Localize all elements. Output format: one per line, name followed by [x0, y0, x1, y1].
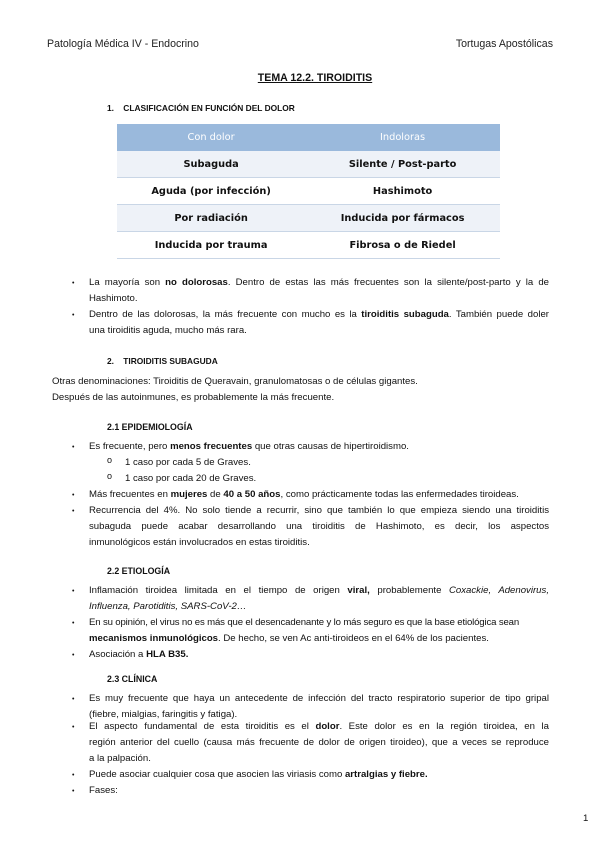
- section-heading-clasificacion: 1. CLASIFICACIÓN EN FUNCIÓN DEL DOLOR: [107, 103, 295, 113]
- paragraph-line: En su opinión, el virus no es más que el desencadenante y lo más seguro es que la base etiológica sean: [89, 617, 520, 628]
- paragraph-line: Es muy frecuente que haya un antecedente de infección del tracto respiratorio superior de tipo gripal: [89, 693, 549, 704]
- table-row: [117, 232, 500, 259]
- bullet-icon: •: [72, 724, 75, 731]
- sub-bullet-icon: o: [107, 471, 113, 481]
- subsection-heading-epidemiologia: 2.1 EPIDEMIOLOGÍA: [107, 422, 193, 432]
- table-cell: Aguda (por infección): [117, 178, 305, 205]
- paragraph-line: inmunológicos están involucrados en estas tiroiditis.: [89, 537, 310, 548]
- header-left: Patología Médica IV - Endocrino: [47, 38, 199, 50]
- paragraph-line: a la palpación.: [89, 753, 151, 764]
- table-cell: Inducida por trauma: [117, 232, 305, 259]
- bullet-icon: •: [72, 492, 75, 499]
- table-cell: Subaguda: [117, 151, 305, 178]
- table-row: [117, 205, 500, 232]
- paragraph-line: Otras denominaciones: Tiroiditis de Queravain, granulomatosas o de células gigantes.: [52, 376, 418, 387]
- classification-table: [117, 124, 500, 259]
- bullet-icon: •: [72, 652, 75, 659]
- bullet-icon: •: [72, 444, 75, 451]
- paragraph-line: Más frecuentes en mujeres de 40 a 50 años, como prácticamente todas las enfermedades tiroideas.: [89, 489, 519, 500]
- paragraph-line: Dentro de las dolorosas, la más frecuente con mucho es la tiroiditis subaguda. También puede doler: [89, 309, 549, 320]
- paragraph-line: La mayoría son no dolorosas. Dentro de estas las más frecuentes son la silente/post-parto y la de: [89, 277, 549, 288]
- table-cell: Silente / Post-parto: [305, 151, 500, 178]
- paragraph-line: Hashimoto.: [89, 293, 138, 304]
- paragraph-line: Asociación a HLA B35.: [89, 649, 189, 660]
- bullet-icon: •: [72, 772, 75, 779]
- bullet-icon: •: [72, 588, 75, 595]
- table-header-con-dolor: Con dolor: [117, 124, 305, 151]
- table-cell: Hashimoto: [305, 178, 500, 205]
- paragraph-line: mecanismos inmunológicos. De hecho, se ven Ac anti-tiroideos en el 64% de los pacientes.: [89, 633, 489, 644]
- bullet-icon: •: [72, 696, 75, 703]
- table-cell: Inducida por fármacos: [305, 205, 500, 232]
- paragraph-line: una tiroiditis aguda, mucho más rara.: [89, 325, 247, 336]
- paragraph-line: Fases:: [89, 785, 118, 796]
- page-title: TEMA 12.2. TIROIDITIS: [257, 72, 373, 84]
- paragraph-line: Puede asociar cualquier cosa que asocien las viriasis como artralgias y fiebre.: [89, 769, 428, 780]
- paragraph-line: Inflamación tiroidea limitada en el tiempo de origen viral, probablemente Coxackie, Adenovirus,: [89, 585, 549, 596]
- bullet-icon: •: [72, 312, 75, 319]
- bullet-icon: •: [72, 788, 75, 795]
- section-heading-tiroiditis-subaguda: 2. TIROIDITIS SUBAGUDA: [107, 356, 218, 366]
- table-row: [117, 151, 500, 178]
- sub-bullet-icon: o: [107, 455, 113, 465]
- bullet-icon: •: [72, 508, 75, 515]
- paragraph-line: subaguda puede acabar desarrollando una tiroiditis de Hashimoto, es decir, los aspectos: [89, 521, 549, 532]
- table-cell: Por radiación: [117, 205, 305, 232]
- paragraph-line: Influenza, Parotiditis, SARS-CoV-2…: [89, 601, 247, 612]
- page-number: 1: [583, 813, 589, 824]
- paragraph-line: Es frecuente, pero menos frecuentes que otras causas de hipertiroidismo.: [89, 441, 409, 452]
- paragraph-line: 1 caso por cada 5 de Graves.: [125, 457, 251, 468]
- bullet-icon: •: [72, 280, 75, 287]
- paragraph-line: El aspecto fundamental de esta tiroiditis es el dolor. Este dolor es en la región tiroidea, en la: [89, 721, 549, 732]
- paragraph-line: (fiebre, mialgias, faringitis y fatiga).: [89, 709, 238, 720]
- subsection-heading-etiologia: 2.2 ETIOLOGÍA: [107, 566, 171, 576]
- subsection-heading-clinica: 2.3 CLÍNICA: [107, 674, 158, 684]
- table-cell: Fibrosa o de Riedel: [305, 232, 500, 259]
- bullet-icon: •: [72, 620, 75, 627]
- paragraph-line: 1 caso por cada 20 de Graves.: [125, 473, 257, 484]
- table-row: [117, 178, 500, 205]
- header-right: Tortugas Apostólicas: [455, 38, 553, 50]
- paragraph-line: región anterior del cuello (causa más frecuente de dolor de origen tiroideo), que a veces se reproduce: [89, 737, 549, 748]
- paragraph-line: Recurrencia del 4%. No solo tiende a recurrir, sino que también lo que empieza siendo una tiroiditis: [89, 505, 549, 516]
- table-header-indoloras: Indoloras: [305, 124, 500, 151]
- paragraph-line: Después de las autoinmunes, es probablemente la más frecuente.: [52, 392, 335, 403]
